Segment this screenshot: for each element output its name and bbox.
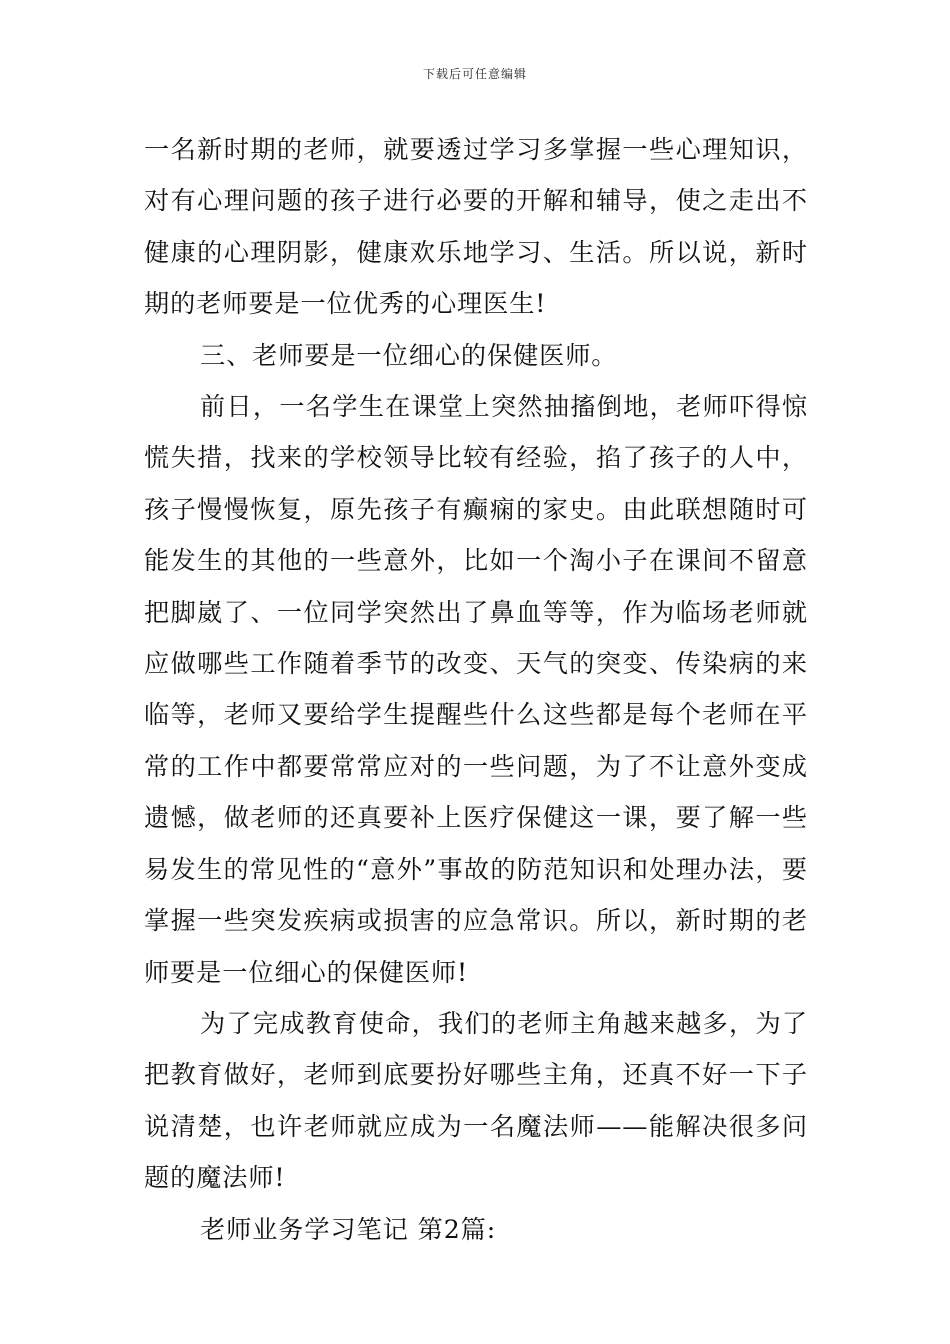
- section-heading-part-two: 老师业务学习笔记 第2篇:: [200, 1214, 497, 1244]
- section-heading-health-doctor: 三、老师要是一位细心的保健医师。: [200, 340, 618, 370]
- paragraph-conclusion: 为了完成教育使命，我们的老师主角越来越多，为了把教育做好，老师到底要扮好哪些主角，还真不好一下子说清楚，也许老师就应成为一名魔法师——能解决很多问题的魔法师!: [144, 1008, 808, 1193]
- page-header: 下载后可任意编辑: [422, 67, 527, 81]
- document-body: [144, 124, 808, 1255]
- paragraph-health-example: 前日，一名学生在课堂上突然抽搐倒地，老师吓得惊慌失措，找来的学校领导比较有经验，掐了孩子的人中，孩子慢慢恢复，原先孩子有癫痫的家史。由此联想随时可能发生的其他的一些意外，比如一个淘小子在课间不留意把脚崴了、一位同学突然出了鼻血等等，作为临场老师就应做哪些工作随着季节的改变、天气的突变、传染病的来临等，老师又要给学生提醒些什么这些都是每个老师在平常的工作中都要常常应对的一些问题，为了不让意外变成遗憾，做老师的还真要补上医疗保健这一课，要了解一些易发生的常见性的“意外”事故的防范知识和处理办法，要掌握一些突发疾病或损害的应急常识。所以，新时期的老师要是一位细心的保健医师!: [144, 392, 808, 987]
- paragraph-intro-continuation: 一名新时期的老师，就要透过学习多掌握一些心理知识，对有心理问题的孩子进行必要的开解和辅导，使之走出不健康的心理阴影，健康欢乐地学习、生活。所以说，新时期的老师要是一位优秀的心理医生!: [144, 135, 808, 319]
